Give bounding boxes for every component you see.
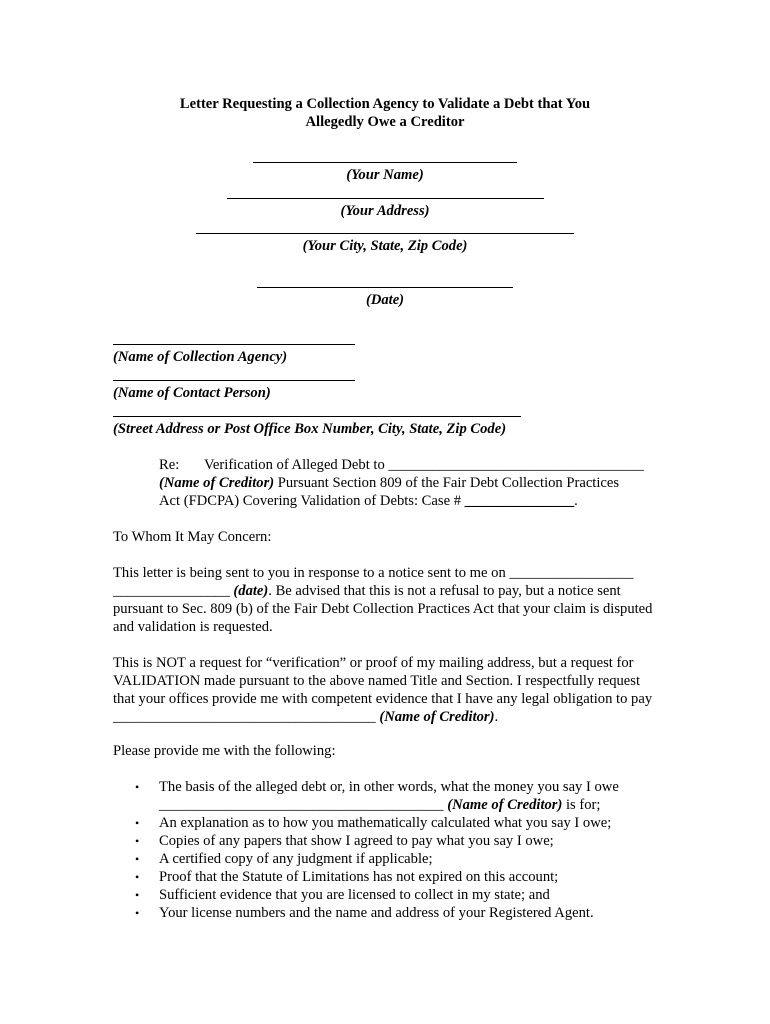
your-city-label: (Your City, State, Zip Code) <box>302 238 468 254</box>
date-label: (Date) <box>365 292 405 308</box>
para1-date-label: (date) <box>233 583 269 599</box>
para1-body <box>113 582 658 636</box>
bullet-glyph: • <box>135 780 140 794</box>
bullet-glyph: • <box>135 816 140 830</box>
para1-blank: ________________ <box>113 583 234 599</box>
document-title-line1: Letter Requesting a Collection Agency to Validate a Debt that You <box>179 96 591 112</box>
bullet-item-calculation: An explanation as to how you mathematically calculated what you say I owe; <box>159 815 612 831</box>
your-address-line <box>227 198 544 199</box>
date-line <box>257 287 513 288</box>
re-prefix: Re: <box>159 457 180 473</box>
document-title-line2: Allegedly Owe a Creditor <box>305 114 465 130</box>
bullet-glyph: • <box>135 834 140 848</box>
re-line3 <box>159 492 578 510</box>
collection-agency-label: (Name of Collection Agency) <box>113 349 288 365</box>
re-line2-text: Pursuant Section 809 of the Fair Debt Collection Practices <box>274 475 620 491</box>
bullet-item-basis-line1: The basis of the alleged debt or, in other words, what the money you say I owe <box>159 779 619 795</box>
bullet-glyph: • <box>135 870 140 884</box>
para2-body <box>113 654 658 726</box>
re-line2 <box>159 474 619 492</box>
salutation: To Whom It May Concern: <box>113 529 272 545</box>
para2-end: . <box>494 709 499 725</box>
bullet-item-papers: Copies of any papers that show I agreed to pay what you say I owe; <box>159 833 554 849</box>
case-number-blank: _______________ <box>464 493 575 509</box>
bullet-glyph: • <box>135 906 140 920</box>
para1-line1: This letter is being sent to you in response to a notice sent to me on _________________ <box>113 565 634 581</box>
collection-agency-line <box>113 344 355 345</box>
street-address-label: (Street Address or Post Office Box Number, City, State, Zip Code) <box>113 421 507 437</box>
re-line3-end: . <box>574 493 578 509</box>
contact-person-label: (Name of Contact Person) <box>113 385 271 401</box>
bullet-glyph: • <box>135 852 140 866</box>
your-name-label: (Your Name) <box>346 167 424 183</box>
your-name-line <box>253 162 517 163</box>
bullet-item-license-evidence: Sufficient evidence that you are licensed to collect in my state; and <box>159 887 550 903</box>
bullet-basis-creditor: (Name of Creditor) <box>447 797 563 813</box>
re-line1: Verification of Alleged Debt to ___________________________________ <box>204 457 644 473</box>
bullet-item-license-numbers: Your license numbers and the name and address of your Registered Agent. <box>159 905 594 921</box>
para2-text: This is NOT a request for “verification” or proof of my mailing address, but a request for VALIDATION made pursuant to the above named Title and Section. I respectfully request that your offices provide me with competent evidence that I have any legal obligation to pay ____________________________________ <box>113 655 653 725</box>
bullet-item-judgment: A certified copy of any judgment if applicable; <box>159 851 433 867</box>
re-line3-text: Act (FDCPA) Covering Validation of Debts: Case # <box>159 493 465 509</box>
re-creditor-label: (Name of Creditor) <box>159 475 275 491</box>
your-address-label: (Your Address) <box>340 203 430 219</box>
list-intro: Please provide me with the following: <box>113 743 336 759</box>
bullet-basis-end: is for; <box>562 797 601 813</box>
contact-person-line <box>113 380 355 381</box>
bullet-item-statute: Proof that the Statute of Limitations has not expired on this account; <box>159 869 559 885</box>
bullet-item-basis-line2 <box>159 796 600 814</box>
bullet-basis-blank: _______________________________________ <box>159 797 448 813</box>
bullet-glyph: • <box>135 888 140 902</box>
para2-creditor-label: (Name of Creditor) <box>379 709 495 725</box>
para1-rest: . Be advised that this is not a refusal to pay, but a notice sent pursuant to Sec. 809 (b) of the Fair Debt Collection Practices Act that your claim is disputed and validation is requested. <box>113 583 653 635</box>
your-city-line <box>196 233 574 234</box>
street-address-line <box>113 416 521 417</box>
